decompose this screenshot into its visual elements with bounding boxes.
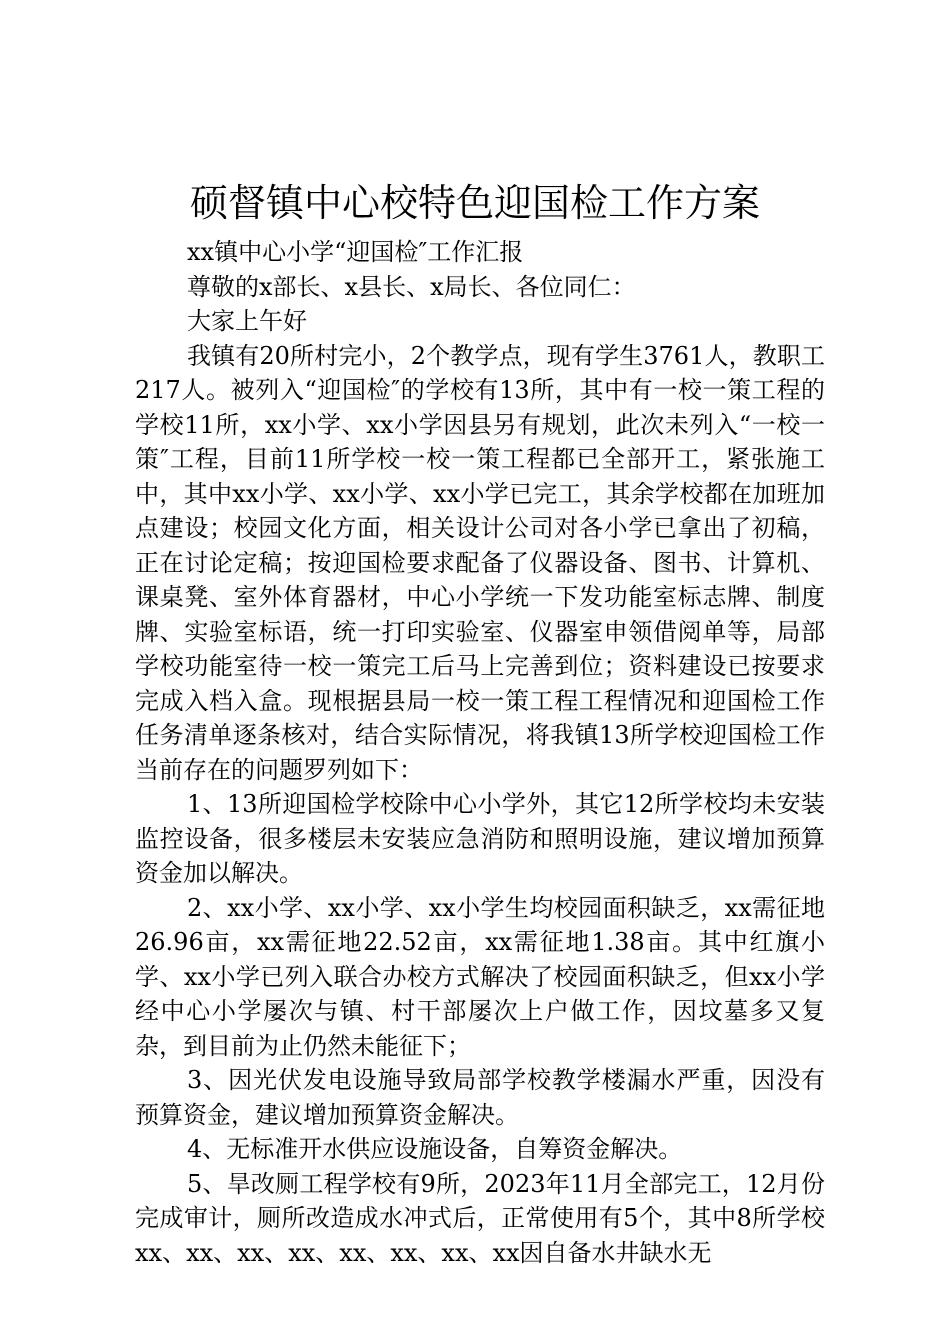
paragraph-salutation: 尊敬的x部长、x县长、x局长、各位同仁： xyxy=(187,272,636,301)
paragraph-report-heading: xx镇中心小学“迎国检″工作汇报 xyxy=(187,238,524,266)
paragraph-issue-2: 2、xx小学、xx小学、xx小学生均校园面积缺乏，xx需征地26.96亩，xx需征地22.52亩，xx需征地1.38亩。其中红旗小学、xx小学已列入联合办校方式解决了校园面积缺乏，但xx小学经中心小学屡次与镇、村干部屡次上户做工作，因坟墓多又复杂，到目前为止仍然未能征下； xyxy=(135,893,825,1060)
paragraph-issue-4: 4、无标准开水供应设施设备，自筹资金解决。 xyxy=(187,1135,683,1163)
paragraph-overview: 我镇有20所村完小，2个教学点，现有学生3761人，教职工217人。被列入“迎国检″的学校有13所，其中有一校一策工程的学校11所，xx小学、xx小学因县另有规划，此次未列入“一校一策″工程，目前11所学校一校一策工程都已全部开工，紧张施工中，其中xx小学、xx小学、xx小学已完工，其余学校都在加班加点建设；校园文化方面，相关设计公司对各小学已拿出了初稿，正在讨论定稿；按迎国检要求配备了仪器设备、图书、计算机、课桌凳、室外体育器材，中心小学统一下发功能室标志牌、制度牌、实验室标语，统一打印实验室、仪器室申领借阅单等，局部学校功能室待一校一策完工后马上完善到位；资料建设已按要求完成入档入盒。现根据县局一校一策工程工程情况和迎国检工作任务清单逐条核对，结合实际情况，将我镇13所学校迎国检工作当前存在的问题罗列如下： xyxy=(135,341,825,784)
paragraph-issue-3: 3、因光伏发电设施导致局部学校教学楼漏水严重，因没有预算资金，建议增加预算资金解决。 xyxy=(135,1066,825,1129)
document-body xyxy=(135,235,825,1270)
paragraph-issue-5: 5、旱改厕工程学校有9所，2023年11月全部完工，12月份完成审计，厕所改造成水冲式后，正常使用有5个，其中8所学校xx、xx、xx、xx、xx、xx、xx、xx因自备水井缺水无 xyxy=(135,1169,825,1267)
paragraph-issue-1: 1、13所迎国检学校除中心小学外，其它12所学校均未安装监控设备，很多楼层未安装应急消防和照明设施，建议增加预算资金加以解决。 xyxy=(135,790,825,887)
document-title: 硕督镇中心校特色迎国检工作方案 xyxy=(189,181,760,225)
paragraph-greeting: 大家上午好 xyxy=(187,307,307,335)
